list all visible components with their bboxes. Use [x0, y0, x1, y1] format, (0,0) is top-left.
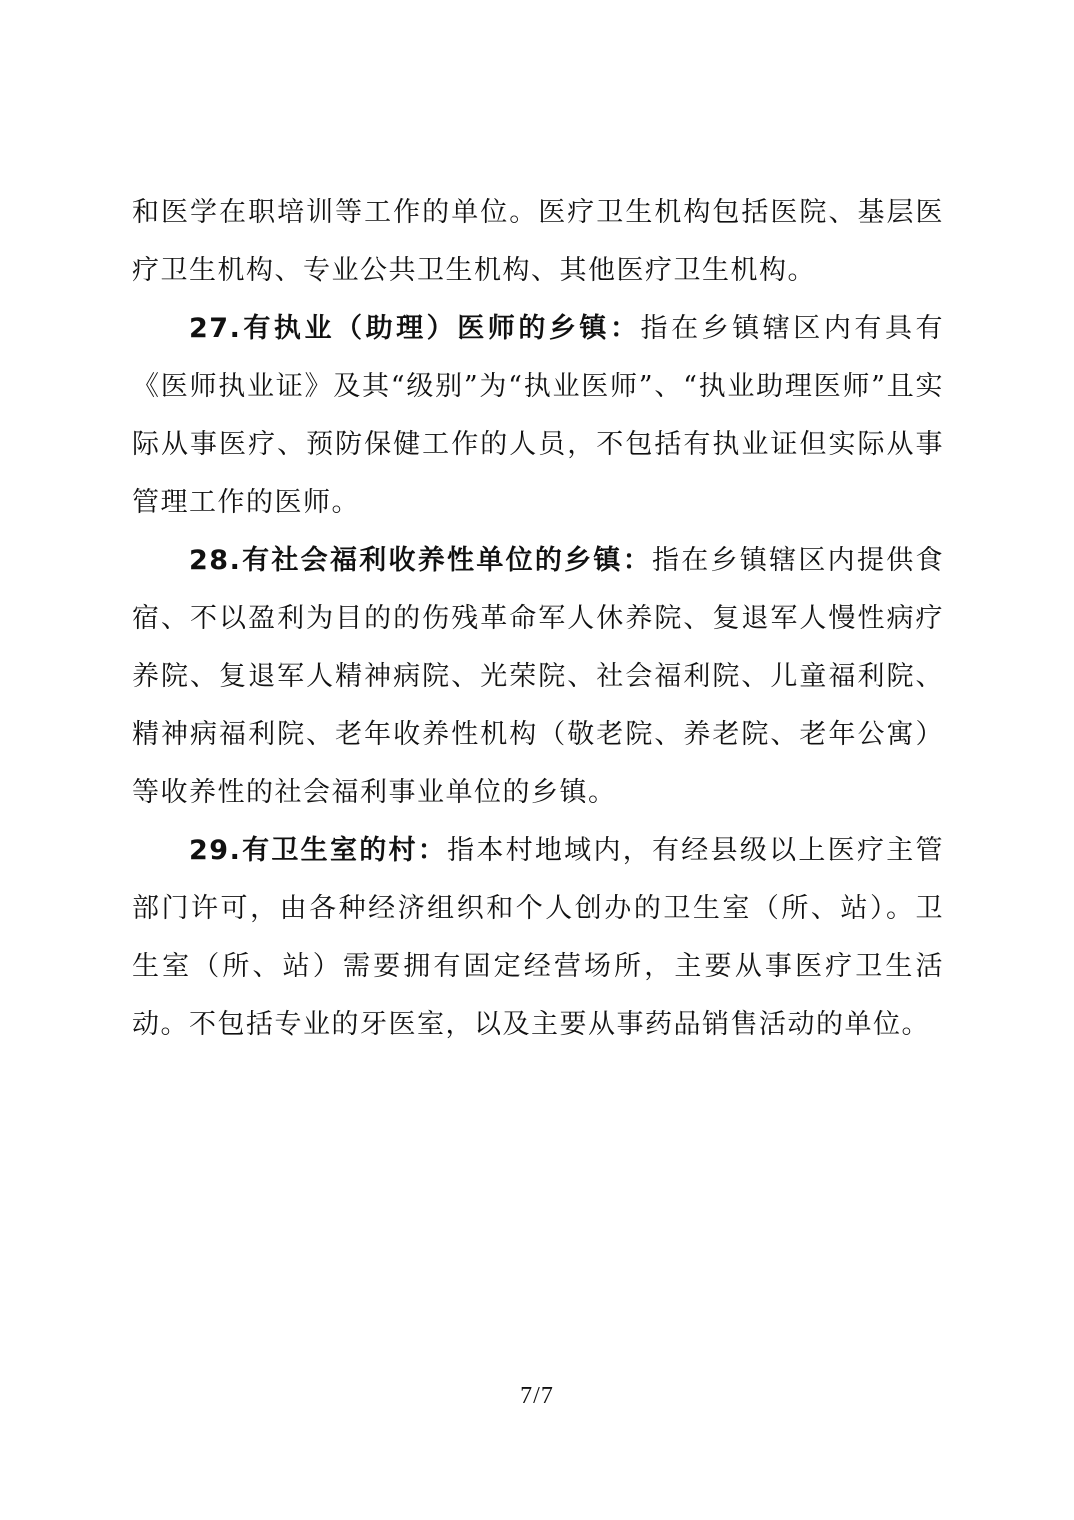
term-heading: 28.有社会福利收养性单位的乡镇： [189, 545, 652, 576]
term-heading: 29.有卫生室的村： [189, 835, 448, 866]
paragraph-text: 和医学在职培训等工作的单位。医疗卫生机构包括医院、基层医疗卫生机构、专业公共卫生机构、其他医疗卫生机构。 [132, 197, 944, 286]
paragraph-definition-29 [132, 822, 944, 1054]
term-heading: 27.有执业（助理）医师的乡镇： [189, 313, 641, 344]
paragraph-text: 指在乡镇辖区内有具有《医师执业证》及其“级别”为“执业医师”、“执业助理医师”且实际从事医疗、预防保健工作的人员，不包括有执业证但实际从事管理工作的医师。 [132, 313, 944, 518]
page-number: 7/7 [520, 1383, 554, 1409]
paragraph-definition-27 [132, 300, 944, 532]
document-body [132, 184, 944, 1054]
paragraph-text: 指在乡镇辖区内提供食宿、不以盈利为目的的伤残革命军人休养院、复退军人慢性病疗养院、复退军人精神病院、光荣院、社会福利院、儿童福利院、精神病福利院、老年收养性机构（敬老院、养老院、老年公寓）等收养性的社会福利事业单位的乡镇。 [132, 545, 944, 808]
paragraph-text: 指本村地域内，有经县级以上医疗主管部门许可，由各种经济组织和个人创办的卫生室（所、站）。卫生室（所、站）需要拥有固定经营场所，主要从事医疗卫生活动。不包括专业的牙医室，以及主要从事药品销售活动的单位。 [132, 835, 944, 1040]
paragraph-definition-28 [132, 532, 944, 822]
paragraph-continuation [132, 184, 944, 300]
